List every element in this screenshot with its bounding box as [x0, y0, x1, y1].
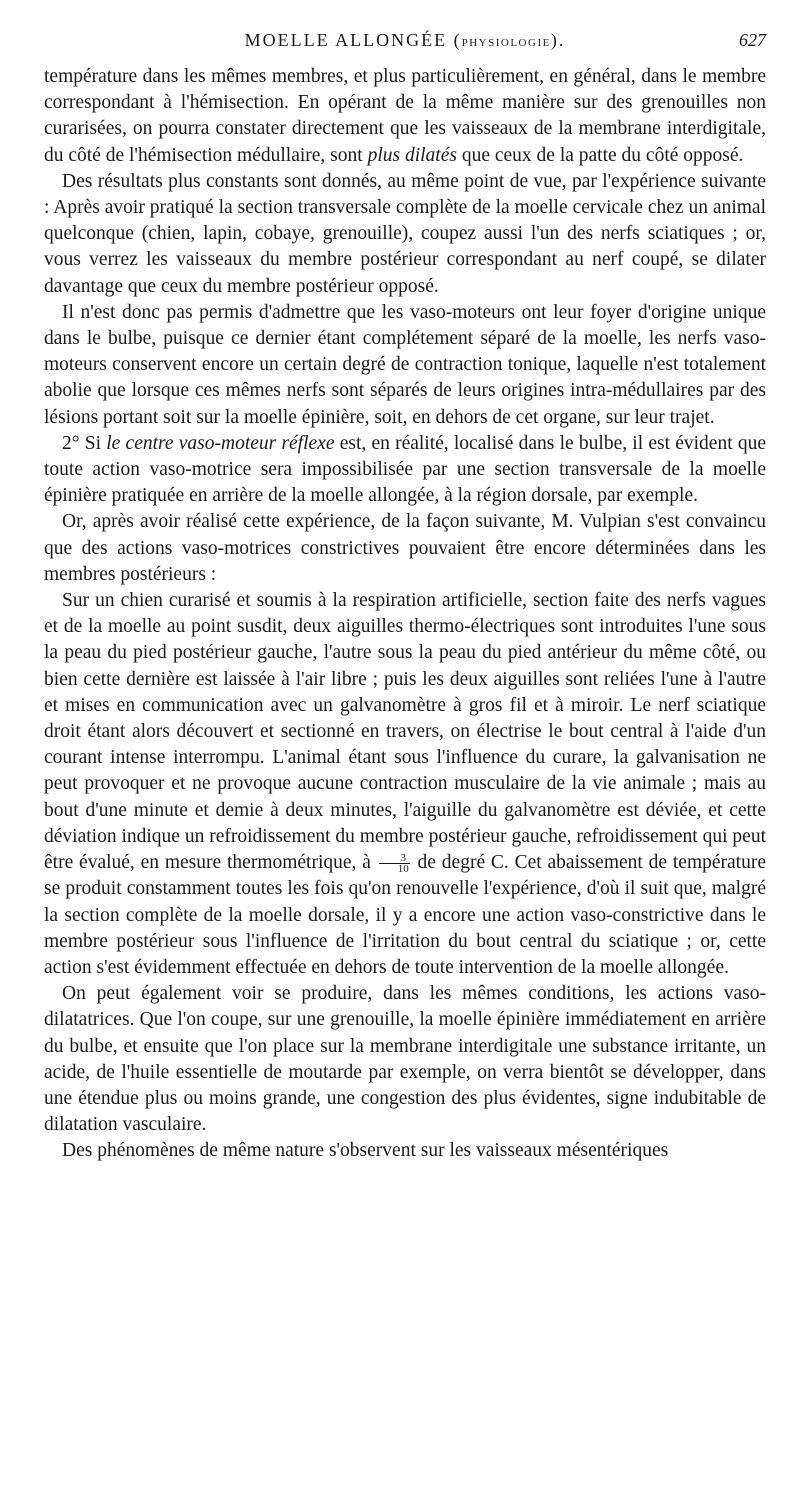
paragraph-6-end: de degré C. Cet abaissement de température se produit constamment toutes les fois qu'on renouvelle l'expérience, d'où il suit que, malgré la section complète de la moelle dorsale, il y a encore une action vaso-constrictive dans le membre postérieur sous l'influence de l'irritation du bout central du sciatique ; or, cette action s'est évidemment effectuée en dehors de toute intervention de la moelle allongée.	[44, 852, 766, 978]
paragraph-5: Or, après avoir réalisé cette expérience, de la façon suivante, M. Vulpian s'est convaincu que des actions vaso-motrices constrictives pouvaient être encore déterminées dans les membres postérieurs :	[44, 511, 766, 585]
paragraph-4-emphasis: le centre vaso-moteur réflexe	[106, 432, 335, 454]
paragraph-1-emphasis: plus dilatés	[367, 144, 457, 166]
paragraph-4-end: est, en réalité, localisé dans le bulbe, il est évident que toute action vaso-motrice sera impossibilisée par une section transversale de la moelle épinière pratiquée en arrière de la moelle allongée, à la région dorsale, par exemple.	[44, 432, 766, 507]
paragraph-8: Des phénomènes de même nature s'observent sur les vaisseaux mésentériques	[62, 1140, 669, 1162]
paragraph-1-text: température dans les mêmes membres, et plus particulièrement, en général, dans le membre correspondant à l'hémisection. En opérant de la même manière sur des grenouilles non curarisées, on pourra constater directement que les vaisseaux de la membrane interdigitale, du côté de l'hémisection médullaire, sont	[44, 66, 766, 166]
fraction-numerator: 3	[379, 853, 410, 864]
running-title-smallcaps: PHYSIOLOGIE	[461, 37, 551, 49]
page-number: 627	[739, 30, 766, 50]
running-title	[44, 30, 766, 51]
running-title-close: ).	[550, 30, 566, 50]
paragraph-7: On peut également voir se produire, dans les mêmes conditions, les actions vaso-dilatatrices. Que l'on coupe, sur une grenouille, la moelle épinière immédiatement en arrière du bulbe, et ensuite que l'on place sur la membrane interdigitale une substance irritante, un acide, de l'huile essentielle de moutarde par exemple, on verra bientôt se développer, dans une étendue plus ou moins grande, une congestion des plus évidentes, signe indubitable de dilatation vasculaire.	[44, 983, 766, 1136]
paragraph-1-end: que ceux de la patte du côté opposé.	[456, 144, 744, 166]
paragraph-6	[44, 588, 766, 981]
paragraph-6-start: Sur un chien curarisé et soumis à la respiration artificielle, section faite des nerfs vagues et de la moelle au point susdit, deux aiguilles thermo-électriques sont introduites l'une sous la peau du pied postérieur gauche, l'autre sous la peau du pied antérieur du même côté, ou bien cette dernière est laissée à l'air libre ; puis les deux aiguilles sont reliées l'une à l'autre et mises en communication avec un galvanomètre à gros fil et à miroir. Le nerf sciatique droit étant alors découvert et sectionné en travers, on électrise le bout central à l'aide d'un courant intense interrompu. L'animal étant sous l'influence du curare, la galvanisation ne peut provoquer et ne provoque aucune contraction musculaire de la vie animale ; mais au bout d'une minute et demie à deux minutes, l'aiguille du galvanomètre est déviée, et cette déviation indique un refroidissement du membre postérieur gauche, refroidissement qui peut être évalué, en mesure thermométrique, à	[44, 590, 766, 874]
running-title-main: MOELLE ALLONGÉE (	[244, 30, 462, 50]
running-head	[44, 30, 766, 58]
paragraph-2: Des résultats plus constants sont donnés, au même point de vue, par l'expérience suivante : Après avoir pratiqué la section transversale complète de la moelle cervicale chez un animal quelconque (chien, lapin, cobaye, grenouille), coupez aussi l'un des nerfs sciatiques ; or, vous verrez les vaisseaux du membre postérieur correspondant au nerf coupé, se dilater davantage que ceux du membre postérieur opposé.	[44, 170, 766, 297]
fraction-denominator: 10	[397, 863, 409, 876]
paragraph-3: Il n'est donc pas permis d'admettre que les vaso-moteurs ont leur foyer d'origine unique dans le bulbe, puisque ce dernier étant complétement séparé de la moelle, les nerfs vaso-moteurs conservent encore un certain degré de contraction tonique, laquelle n'est totalement abolie que lorsque ces mêmes nerfs sont séparés de leurs origines intra-médullaires par des lésions portant soit sur la moelle épinière, soit, en dehors de cet organe, sur leur trajet.	[44, 301, 766, 428]
paragraph-1	[44, 64, 766, 169]
paragraph-4-start: 2° Si	[62, 432, 107, 454]
paragraph-4	[44, 431, 766, 510]
body-text	[44, 64, 766, 1165]
fraction	[379, 853, 410, 874]
